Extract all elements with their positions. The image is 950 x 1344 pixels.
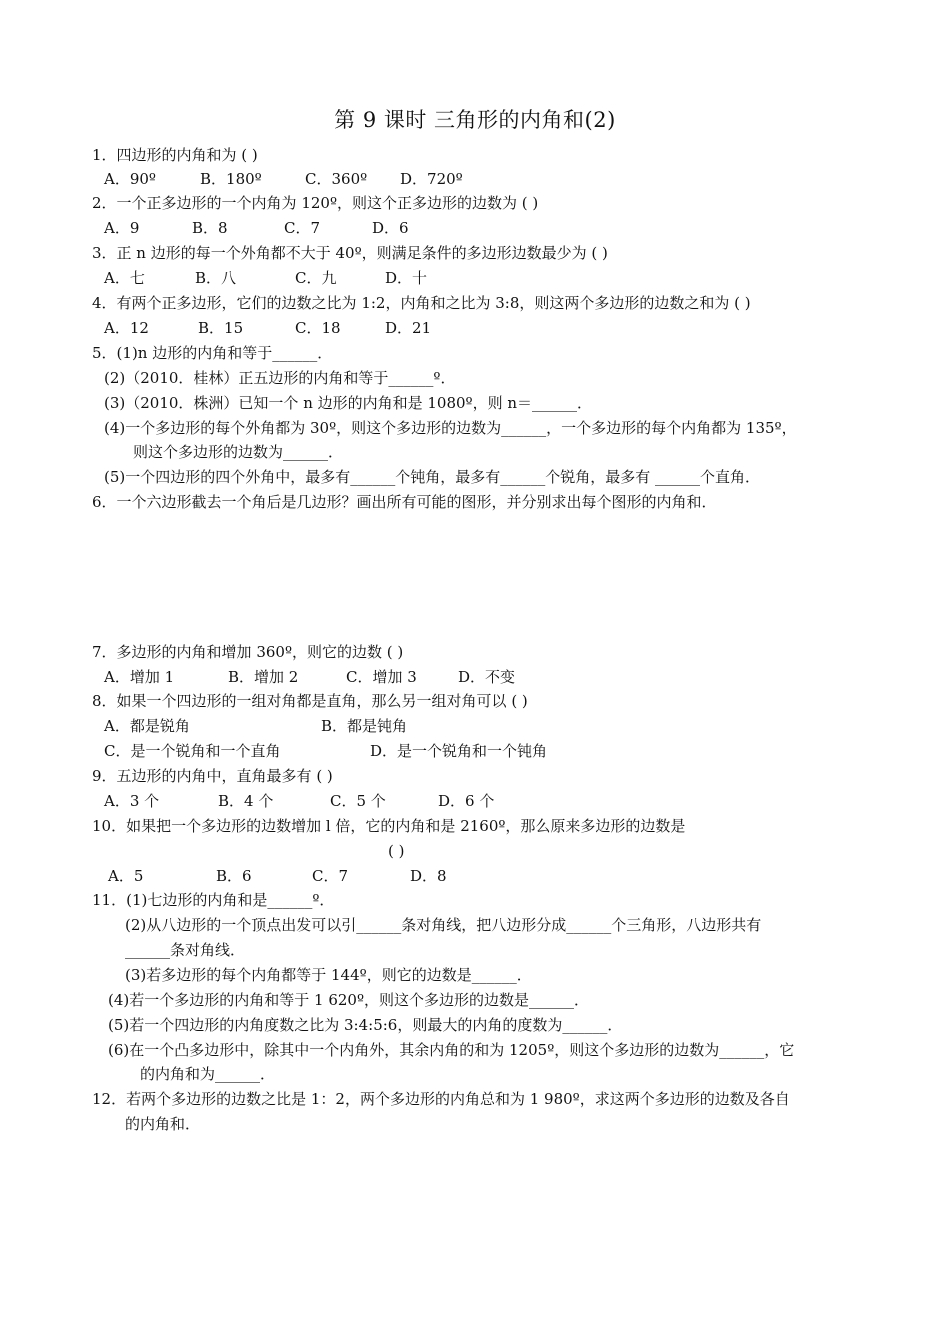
question-7: 7．多边形的内角和增加 360º，则它的边数 ( ) <box>92 643 404 661</box>
question-11-part-4: (4)若一个多边形的内角和等于 1 620º，则这个多边形的边数是______． <box>108 991 590 1009</box>
q1-option-d: D．720º <box>400 170 463 188</box>
q1-option-a: A．90º <box>104 170 156 188</box>
q4-option-d: D．21 <box>385 319 432 337</box>
q10-option-d: D．8 <box>410 867 447 885</box>
q9-option-c: C．5 个 <box>330 792 386 810</box>
q10-option-c: C．7 <box>312 867 349 885</box>
question-2: 2．一个正多边形的一个内角为 120º，则这个正多边形的边数为 ( ) <box>92 194 539 212</box>
q9-option-d: D．6 个 <box>438 792 495 810</box>
question-1: 1．四边形的内角和为 ( ) <box>92 146 258 164</box>
question-11-part-1: 11．(1)七边形的内角和是______º． <box>92 891 335 909</box>
q7-option-b: B．增加 2 <box>228 668 299 686</box>
q7-option-d: D．不变 <box>458 668 516 686</box>
page-title: 第 9 课时 三角形的内角和(2) <box>334 108 616 132</box>
question-4: 4．有两个正多边形，它们的边数之比为 1:2，内角和之比为 3:8，则这两个多边形的边数之和为 ( ) <box>92 294 751 312</box>
question-5-part-4-cont: 则这个多边形的边数为______． <box>133 443 344 461</box>
question-5-part-2: (2)（2010．桂林）正五边形的内角和等于______º． <box>104 369 456 387</box>
q4-option-c: C．18 <box>295 319 341 337</box>
q10-option-b: B．6 <box>216 867 252 885</box>
question-5-part-1: 5．(1)n 边形的内角和等于______． <box>92 344 333 362</box>
q4-option-a: A．12 <box>104 319 149 337</box>
q2-option-c: C．7 <box>284 219 321 237</box>
q2-option-b: B．8 <box>192 219 228 237</box>
q2-option-a: A．9 <box>104 219 140 237</box>
question-8: 8．如果一个四边形的一组对角都是直角，那么另一组对角可以 ( ) <box>92 692 528 710</box>
q2-option-d: D．6 <box>372 219 409 237</box>
q3-option-c: C．九 <box>295 269 337 287</box>
q1-option-b: B．180º <box>200 170 262 188</box>
question-11-part-2: (2)从八边形的一个顶点出发可以引______条对角线，把八边形分成______个三角形，八边形共有 <box>125 916 762 934</box>
question-11-part-2-cont: ______条对角线． <box>125 941 246 959</box>
q8-option-a: A．都是锐角 <box>104 717 190 735</box>
question-5-part-3: (3)（2010．株洲）已知一个 n 边形的内角和是 1080º，则 n＝______． <box>104 394 593 412</box>
question-10-answer-paren: ( ) <box>388 842 405 860</box>
q7-option-c: C．增加 3 <box>346 668 417 686</box>
question-12-cont: 的内角和． <box>125 1115 201 1133</box>
q10-option-a: A．5 <box>108 867 144 885</box>
question-11-part-6: (6)在一个凸多边形中，除其中一个内角外，其余内角的和为 1205º，则这个多边形的边数为______，它 <box>108 1041 795 1059</box>
question-11-part-5: (5)若一个四边形的内角度数之比为 3:4:5:6，则最大的内角的度数为______． <box>108 1016 623 1034</box>
question-6: 6．一个六边形截去一个角后是几边形？画出所有可能的图形，并分别求出每个图形的内角和． <box>92 493 717 511</box>
q9-option-b: B．4 个 <box>218 792 274 810</box>
question-10: 10．如果把一个多边形的边数增加 l 倍，它的内角和是 2160º，那么原来多边形的边数是 <box>92 817 686 835</box>
question-5-part-5: (5)一个四边形的四个外角中，最多有______个钝角，最多有______个锐角，最多有 ______个直角． <box>104 468 761 486</box>
q3-option-d: D．十 <box>385 269 428 287</box>
question-12: 12．若两个多边形的边数之比是 1：2，两个多边形的内角总和为 1 980º，求这两个多边形的边数及各自 <box>92 1090 790 1108</box>
q1-option-c: C．360º <box>305 170 368 188</box>
q3-option-a: A．七 <box>104 269 145 287</box>
q8-option-b: B．都是钝角 <box>321 717 408 735</box>
q8-option-c: C．是一个锐角和一个直角 <box>104 742 281 760</box>
q9-option-a: A．3 个 <box>104 792 160 810</box>
question-5-part-4: (4)一个多边形的每个外角都为 30º，则这个多边形的边数为______，一个多边形的每个内角都为 135º， <box>104 419 797 437</box>
q7-option-a: A．增加 1 <box>104 668 175 686</box>
question-3: 3．正 n 边形的每一个外角都不大于 40º，则满足条件的多边形边数最少为 ( ) <box>92 244 608 262</box>
q4-option-b: B．15 <box>198 319 244 337</box>
q3-option-b: B．八 <box>195 269 237 287</box>
question-9: 9．五边形的内角中，直角最多有 ( ) <box>92 767 333 785</box>
q8-option-d: D．是一个锐角和一个钝角 <box>370 742 548 760</box>
question-11-part-3: (3)若多边形的每个内角都等于 144º，则它的边数是______． <box>125 966 532 984</box>
question-11-part-6-cont: 的内角和为______． <box>140 1065 276 1083</box>
